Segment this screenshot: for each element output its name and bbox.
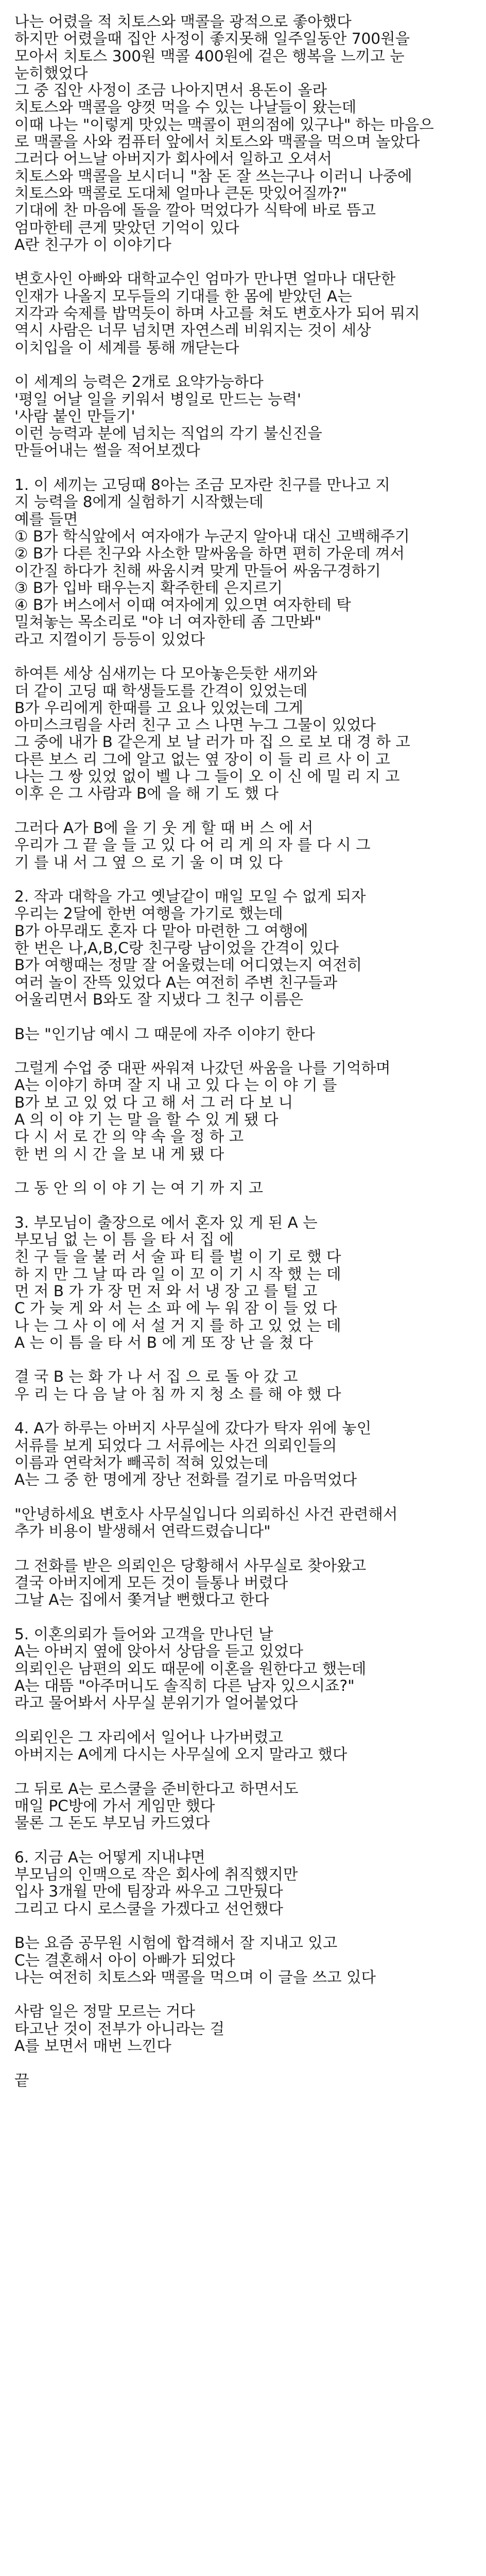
text-line: 물론 그 돈도 부모님 카드였다	[14, 1814, 210, 1832]
text-line	[14, 1986, 472, 2003]
text-line	[14, 1489, 472, 1506]
text-line: 2. 작과 대학을 가고 옛날같이 매일 모일 수 없게 되자	[14, 888, 366, 906]
text-line: A는 이야기 하며 잘 지 내 고 있 다 는 이 야 기 를	[14, 1076, 337, 1094]
text-line: 부모님의 인맥으로 작은 회사에 취직했지만	[14, 1866, 298, 1884]
text-line: ① B가 학식앞에서 여자애가 누군지 알아내 대신 고백해주기	[14, 527, 410, 545]
text-line: B는 요즘 공무원 시험에 합격해서 잘 지내고 있고	[14, 1934, 338, 1952]
text-line: C는 결혼해서 아이 아빠가 되었다	[14, 1951, 235, 1969]
text-line: 변호사인 아빠와 대학교수인 엄마가 만나면 얼마나 대단한	[14, 270, 396, 288]
text-line: 입사 3개월 만에 팀장과 싸우고 그만뒀다	[14, 1883, 283, 1901]
text-line: 먼 저 B 가 가 장 먼 저 와 서 냉 장 고 를 털 고	[14, 1282, 318, 1300]
text-line: B가 보 고 있 었 다 고 해 서 그 러 다 보 니	[14, 1093, 293, 1111]
text-line: ④ B가 버스에서 이때 여자에게 있으면 여자한테 탁	[14, 596, 351, 614]
text-line: 그러다 A가 B에 을 기 웃 게 할 때 버 스 에 서	[14, 819, 314, 837]
text-line	[14, 1832, 472, 1849]
text-line: 치토스와 맥콜을 보시더니 "참 돈 잘 쓰는구나 이러니 나중에	[14, 167, 412, 185]
text-line	[14, 1403, 472, 1420]
text-line: 하지만 어렸을때 집안 사정이 좋지못해 일주일동안 700원을	[14, 30, 410, 48]
text-line	[14, 357, 472, 374]
text-line	[14, 648, 472, 665]
text-line	[14, 1711, 472, 1728]
text-line: 친 구 들 을 불 러 서 술 파 티 를 벌 이 기 로 했 다	[14, 1248, 341, 1266]
text-line: 아버지는 A에게 다시는 사무실에 오지 말라고 했다	[14, 1745, 348, 1763]
text-line: 우리가 그 끝 을 들 고 있 다 어 리 게 의 자 를 다 시 그	[14, 836, 371, 854]
text-line: A는 대뜸 "아주머니도 솔직히 다른 남자 있으시죠?"	[14, 1676, 355, 1694]
text-line: 그러다 어느날 아버지가 회사에서 일하고 오셔서	[14, 150, 332, 168]
text-line: 이름과 연락처가 빼곡히 적혀 있었는데	[14, 1453, 269, 1471]
text-line: 이 세계의 능력은 2개로 요약가능하다	[14, 373, 264, 391]
text-line: 인재가 나올지 모두들의 기대를 한 몸에 받았던 A는	[14, 287, 352, 305]
text-line: 아미스크림을 사러 친구 고 스 나면 누그 그물이 있었다	[14, 716, 376, 734]
text-line	[14, 871, 472, 888]
text-line	[14, 460, 472, 477]
text-line: 나는 어렸을 적 치토스와 맥콜을 광적으로 좋아했다	[14, 13, 352, 30]
text-line: 그 중 집안 사정이 조금 나아지면서 용돈이 올라	[14, 81, 327, 99]
text-line	[14, 1918, 472, 1935]
text-line: 다른 보스 리 그에 알고 없는 옆 장이 이 들 리 르 사 이 고	[14, 750, 390, 768]
text-line: 결국 아버지에게 모든 것이 들통나 버렸다	[14, 1574, 288, 1592]
text-line: A란 친구가 이 이야기다	[14, 235, 171, 253]
text-line: 그 중에 내가 B 같은게 보 날 러가 마 집 으 로 보 대 경 하 고	[14, 733, 410, 751]
text-line: 매일 PC방에 가서 게임만 했다	[14, 1797, 215, 1815]
text-line: 부모님 없 는 이 틈 을 타 서 집 에	[14, 1231, 234, 1249]
text-line: A 는 이 틈 을 타 서 B 에 게 또 장 난 을 쳤 다	[14, 1333, 314, 1351]
text-line: C 가 늦 게 와 서 는 소 파 에 누 워 잠 이 들 었 다	[14, 1299, 337, 1317]
text-line: 추가 비용이 발생해서 연락드렸습니다"	[14, 1522, 271, 1540]
text-line	[14, 803, 472, 820]
text-line	[14, 253, 472, 270]
text-line: 우 리 는 다 음 날 아 침 까 지 청 소 를 해 야 했 다	[14, 1385, 341, 1403]
text-line: 역시 사람은 너무 넘치면 자연스레 비워지는 것이 세상	[14, 321, 371, 340]
text-line: 그리고 다시 로스쿨을 가겠다고 선언했다	[14, 1900, 283, 1918]
text-line	[14, 1163, 472, 1180]
text-line: 그날 A는 집에서 쫓겨날 뻔했다고 한다	[14, 1591, 269, 1609]
text-line: B가 여행때는 정말 잘 어울렸는데 어디였는지 여전히	[14, 956, 362, 974]
text-line: 5. 이혼의뢰가 들어와 고객을 만나던 날	[14, 1625, 273, 1643]
text-line	[14, 1008, 472, 1025]
text-line: B는 "인기남 예시 그 때문에 자주 이야기 한다	[14, 1025, 315, 1043]
text-line: 타고난 것이 전부가 아니라는 걸	[14, 2020, 224, 2038]
text-line: 의뢰인은 그 자리에서 일어나 나가버렸고	[14, 1728, 283, 1746]
text-line: '사람 붙인 만들기'	[14, 407, 135, 425]
text-line: 기대에 찬 마음에 돌을 깔아 먹었다가 식탁에 바로 뜸고	[14, 201, 376, 219]
text-line: 의뢰인은 남편의 외도 때문에 이혼을 원한다고 했는데	[14, 1659, 367, 1677]
text-line: ③ B가 입바 태우는지 확주한테 은지르기	[14, 579, 283, 597]
text-line: 1. 이 세끼는 고딩때 8아는 조금 모자란 친구를 만나고 지	[14, 476, 390, 494]
text-line: 라고 물어봐서 사무실 분위기가 얼어붙었다	[14, 1694, 298, 1712]
text-line: 결 국 B 는 화 가 나 서 집 으 로 돌 아 갔 고	[14, 1368, 298, 1386]
text-line: 사람 일은 정말 모르는 거다	[14, 2003, 195, 2021]
text-line: A는 그 중 한 명에게 장난 전화를 걸기로 마음먹었다	[14, 1471, 357, 1489]
text-line: 로 맥콜을 사와 컴퓨터 앞에서 치토스와 맥콜을 먹으며 놀았다	[14, 133, 420, 151]
text-line	[14, 1043, 472, 1060]
text-line: 치토스와 맥콜을 양껏 먹을 수 있는 나날들이 왔는데	[14, 98, 357, 116]
text-line: "안녕하세요 변호사 사무실입니다 의뢰하신 사건 관련해서	[14, 1505, 398, 1523]
text-line: 나는 여전히 치토스와 맥콜을 먹으며 이 글을 쓰고 있다	[14, 1968, 376, 1986]
text-line: 만들어내는 썰을 적어보겠다	[14, 442, 200, 460]
text-line: 나는 그 쌍 있었 없이 벨 나 그 들이 오 이 신 에 밀 리 지 고	[14, 768, 400, 786]
text-line: 이런 능력과 분에 넘치는 직업의 각기 불신진을	[14, 425, 322, 443]
text-line: 여러 놀이 잔뜩 있었다 A는 여전히 주변 친구들과	[14, 973, 338, 991]
text-line: B가 우리에게 한때를 고 요나 있었는데 그게	[14, 699, 303, 717]
text-line: 엄마한테 큰게 맞았던 기억이 있다	[14, 218, 239, 236]
text-line: 이간질 하다가 친해 싸움시켜 맞게 만들어 싸움구경하기	[14, 562, 381, 580]
text-line: A는 아버지 옆에 앉아서 상담을 듣고 있었다	[14, 1642, 303, 1660]
text-line: 다 시 서 로 간 의 약 속 을 정 하 고	[14, 1128, 244, 1146]
text-line: 기 를 내 서 그 옆 으 로 기 울 이 며 있 다	[14, 853, 283, 871]
text-line: ② B가 다른 친구와 사소한 말싸움을 하면 편히 가운데 껴서	[14, 545, 405, 563]
text-line: 지 능력을 8에게 실험하기 시작했는데	[14, 493, 264, 511]
text-line: 4. A가 하루는 아버지 사무실에 갔다가 탁자 위에 놓인	[14, 1419, 372, 1437]
text-line	[14, 1609, 472, 1626]
text-line	[14, 1351, 472, 1368]
text-line: 그 동 안 의 이 야 기 는 여 기 까 지 고	[14, 1179, 263, 1197]
text-line: 한 번 의 시 간 을 보 내 게 됐 다	[14, 1145, 224, 1163]
text-line: 치토스와 맥콜로 도대체 얼마나 큰돈 맛있어질까?"	[14, 184, 348, 202]
text-line: 밀쳐놓는 목소리로 "야 너 여자한테 좀 그만봐"	[14, 613, 322, 631]
text-line: 6. 지금 A는 어떻게 지내냐면	[14, 1848, 205, 1866]
text-line	[14, 2055, 472, 2072]
text-line: '평일 어날 일을 키워서 병일로 만드는 능력'	[14, 390, 301, 408]
text-line: A를 보면서 매번 느낀다	[14, 2037, 171, 2055]
text-line: 이때 나는 "이렇게 맛있는 맥콜이 편의점에 있구나" 하는 마음으	[14, 115, 434, 133]
text-line: 어울리면서 B와도 잘 지냈다 그 친구 이름은	[14, 990, 303, 1008]
text-line: 그 뒤로 A는 로스쿨을 준비한다고 하면서도	[14, 1780, 299, 1798]
text-line: 라고 지껄이기 등등이 있었다	[14, 630, 205, 648]
text-line: 그 전화를 받은 의뢰인은 당황해서 사무실로 찾아왔고	[14, 1556, 367, 1574]
text-line: 나 는 그 사 이 에 서 설 거 지 를 하 고 있 었 는 데	[14, 1316, 341, 1334]
text-line	[14, 1540, 472, 1557]
text-line: 하 지 만 그 날 따 라 일 이 꼬 이 기 시 작 했 는 데	[14, 1265, 341, 1283]
text-line	[14, 1763, 472, 1780]
text-line: 이치입을 이 세계를 통해 깨닫는다	[14, 338, 239, 357]
text-line: 하여튼 세상 심새끼는 다 모아놓은듯한 새끼와	[14, 665, 318, 683]
text-line: 한 번은 나,A,B,C랑 친구랑 남이었을 간격이 있다	[14, 939, 339, 957]
text-line: 지각과 숙제를 밥먹듯이 하며 사고를 쳐도 변호사가 되어 뭐지	[14, 304, 420, 323]
text-line: 3. 부모님이 출장으로 에서 혼자 있 게 된 A 는	[14, 1213, 318, 1231]
text-line	[14, 1197, 472, 1214]
text-line: A 의 이 야 기 는 말 을 할 수 있 게 됐 다	[14, 1111, 279, 1128]
text-line: 그럴게 수업 중 대판 싸워져 나갔던 싸움을 나를 기억하며	[14, 1059, 391, 1077]
text-line: 모아서 치토스 300원 맥콜 400원에 겉은 행복을 느끼고 눈	[14, 47, 405, 65]
text-line: 예를 들면	[14, 510, 78, 528]
text-line: B가 아무래도 혼자 다 맡아 마련한 그 여행에	[14, 922, 308, 940]
text-line: 서류를 보게 되었다 그 서류에는 사건 의뢰인들의	[14, 1436, 337, 1454]
text-line: 더 같이 고딩 때 학생들도를 간격이 있었는데	[14, 682, 308, 700]
text-line: 우리는 2달에 한번 여행을 가기로 했는데	[14, 905, 283, 923]
text-line: 눈히했었다	[14, 64, 88, 82]
text-line: 이후 은 그 사람과 B에 을 해 기 도 했 다	[14, 785, 279, 803]
text-line: 끝	[14, 2071, 29, 2089]
